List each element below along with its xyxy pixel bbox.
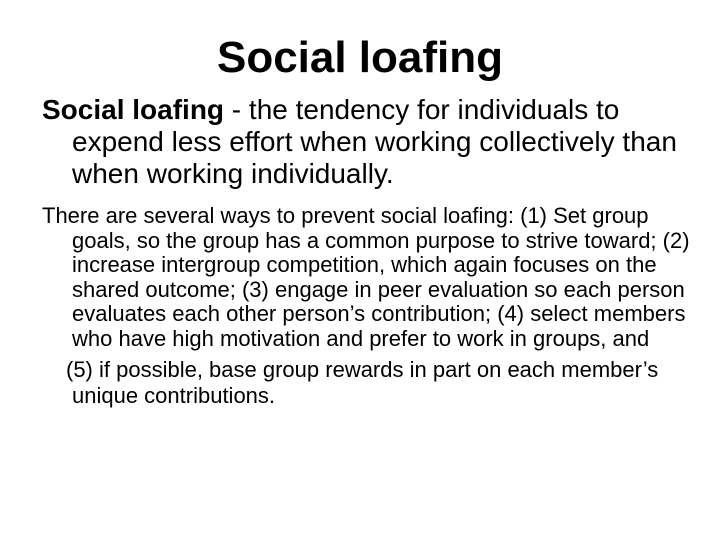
prevention-paragraph: There are several ways to prevent social loafing: (1) Set group goals, so the group has a common purpose to strive toward; (2) increase intergroup competition, which again focuses on the shared outcome; (3) engage in peer evaluation so each person evaluates each other person’s contribution; (4) select members who have high motivation and prefer to work in groups, and	[42, 203, 690, 351]
definition-text: - the tendency for individuals to expend less effort when working collectively than when working individually.	[72, 94, 677, 189]
definition-paragraph	[42, 94, 692, 190]
final-paragraph: (5) if possible, base group rewards in part on each member’s unique contributions.	[66, 357, 659, 408]
definition-term: Social loafing	[42, 94, 225, 125]
slide-body	[42, 94, 692, 409]
slide-title: Social loafing	[216, 33, 504, 82]
